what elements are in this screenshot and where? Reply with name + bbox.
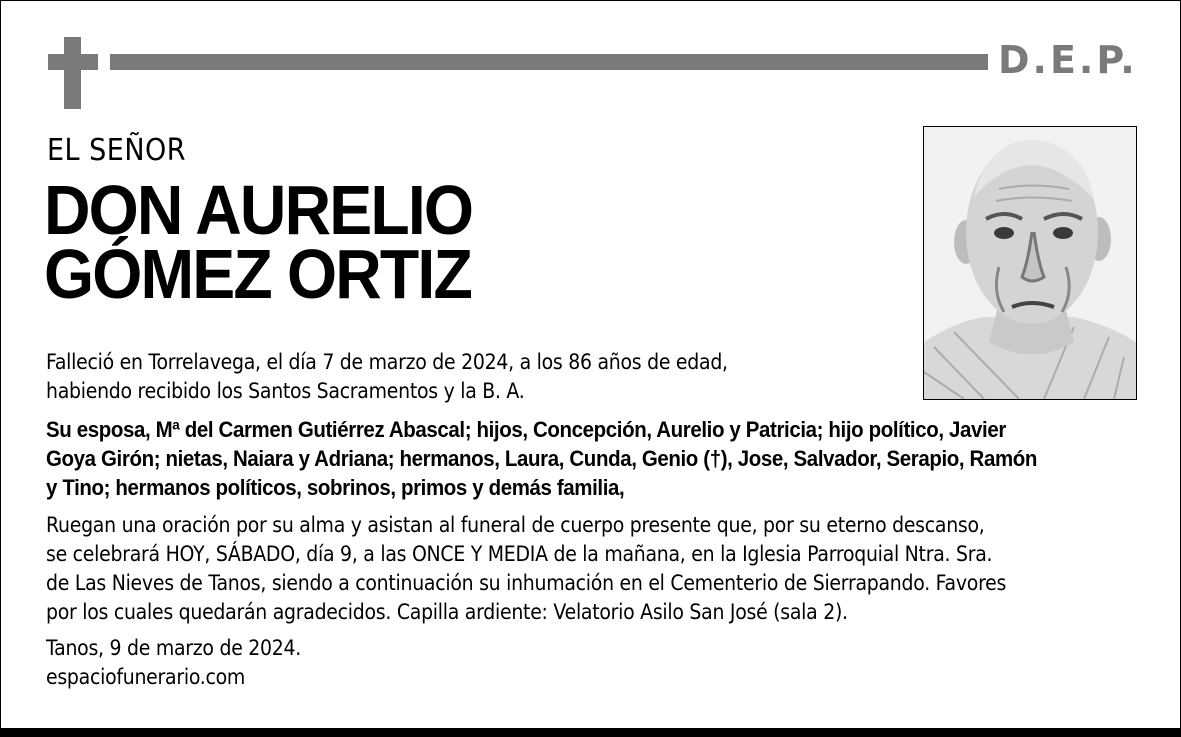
death-notice-line: habiendo recibido los Santos Sacramentos y la B. A. [46,379,525,403]
cross-icon [48,37,98,109]
dep-label: D.E.P. [998,38,1138,82]
honorific: EL SEÑOR [47,133,187,168]
death-notice [46,348,1027,406]
family-list [46,415,1060,502]
place-date: Tanos, 9 de marzo de 2024. [46,636,302,660]
deceased-name [44,171,473,313]
name-line-1: DON AURELIO [44,171,473,249]
name-line-2: GÓMEZ ORTIZ [44,235,471,313]
family-line: Goya Girón; nietas, Naiara y Adriana; hermanos, Laura, Cunda, Genio (†), Jose, Salvador, Serapio, Ramón [46,446,1038,471]
website-link[interactable]: espaciofunerario.com [46,665,246,689]
funeral-line: Ruegan una oración por su alma y asistan al funeral de cuerpo presente que, por su eterno descanso, [46,513,985,537]
header-rule [110,54,988,70]
funeral-line: de Las Nieves de Tanos, siendo a continuación su inhumación en el Cementerio de Sierrapando. Favores [46,571,1007,595]
funeral-line: por los cuales quedarán agradecidos. Capilla ardiente: Velatorio Asilo San José (sala 2). [46,600,848,624]
bottom-border [0,728,1181,737]
funeral-line: se celebrará HOY, SÁBADO, día 9, a las ONCE Y MEDIA de la mañana, en la Iglesia Parroquial Ntra. Sra. [46,542,993,566]
death-notice-line: Falleció en Torrelavega, el día 7 de marzo de 2024, a los 86 años de edad, [46,350,728,374]
family-line: y Tino; hermanos políticos, sobrinos, primos y demás familia, [46,475,625,500]
family-line: Su esposa, Mª del Carmen Gutiérrez Abascal; hijos, Concepción, Aurelio y Patricia; hijo político, Javier [46,417,1006,442]
funeral-details [46,511,1027,627]
closing [46,634,1027,692]
